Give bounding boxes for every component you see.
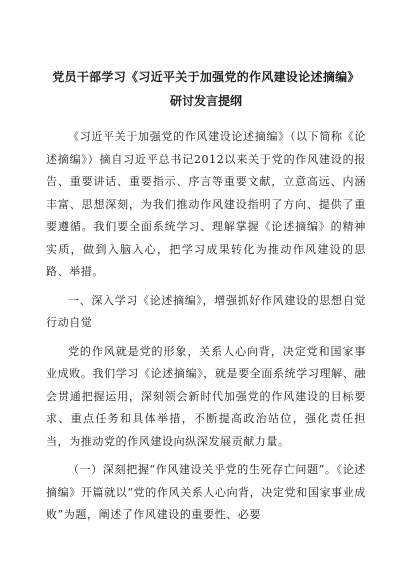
body-paragraph: 党的作风就是党的形象，关系人心向背，决定党和国家事业成败。我们学习《论述摘编》，就是要全面系统学习理解、融会贯通把握运用，深刻领会新时代加强党的作风建设的目标要求、重点任务和具体举措，不断提高政治站位，强化责任担当，为推动党的作风建设向纵深发展贡献力量。 bbox=[46, 344, 366, 448]
subsection-paragraph-1: （一）深刻把握“作风建设关乎党的生死存亡问题”。《论述摘编》开篇就以“党的作风关系人心向背，决定党和国家事业成败”为题，阐述了作风建设的重要性、必要 bbox=[46, 463, 366, 521]
document-title: 党员干部学习《习近平关于加强党的作风建设论述摘编》 bbox=[52, 70, 360, 84]
section-heading-1: 一、深入学习《论述摘编》，增强抓好作风建设的思想自觉行动自觉 bbox=[46, 293, 366, 329]
intro-paragraph: 《习近平关于加强党的作风建设论述摘编》（以下简称《论述摘编》）摘自习近平总书记2012以来关于党的作风建设的报告、重要讲话、重要指示、序言等重要文献，立意高远、内涵丰富、思想深刻，为我们推动作风建设指明了方向、提供了重要遵循。我们要全面系统学习、理解掌握《论述摘编》的精神实质，做到入脑入心，把学习成果转化为推动作风建设的思路、举措。 bbox=[46, 130, 366, 278]
document-subtitle: 研讨发言提纲 bbox=[169, 94, 242, 108]
